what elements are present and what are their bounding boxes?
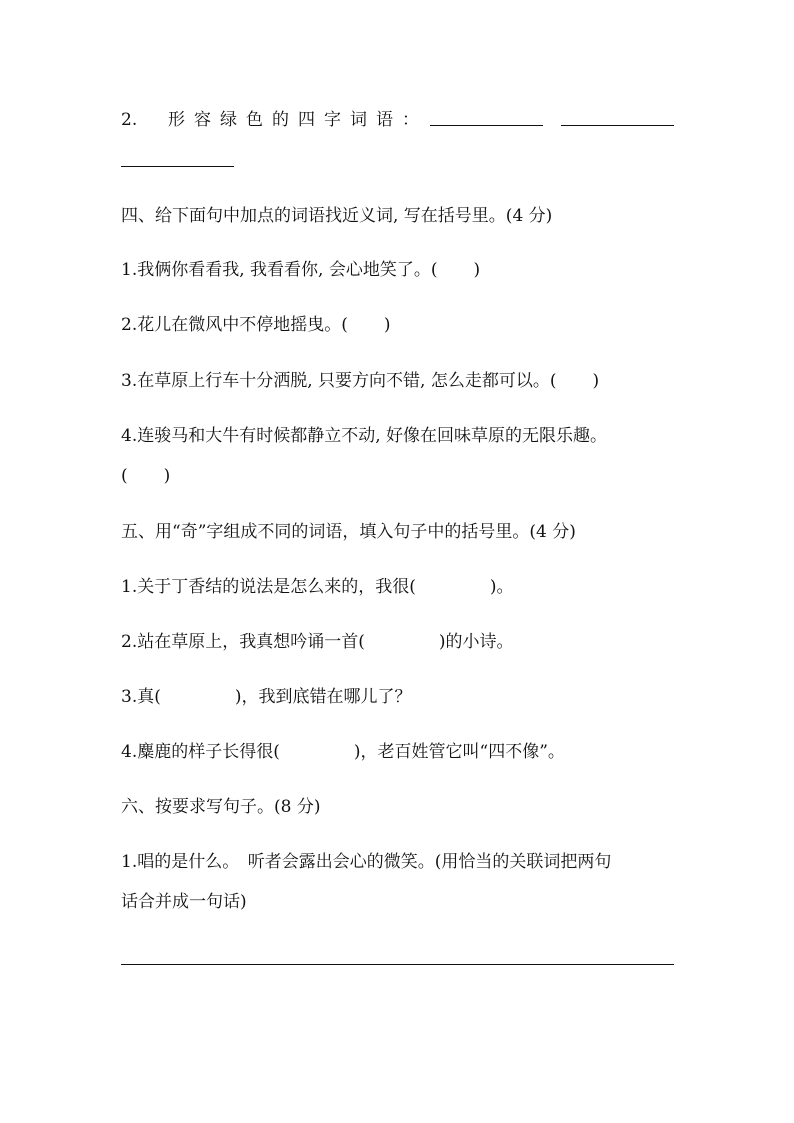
section-4-item-2 — [121, 313, 391, 337]
item-number: 3. — [121, 687, 138, 707]
section-5-item-1 — [121, 575, 514, 599]
item-text: 唱的是什么。 听者会露出会心的微笑。(用恰当的关联词把两句 — [137, 852, 612, 872]
item-text: 花儿在微风中不停地摇曳。 — [137, 315, 342, 335]
section-5-item-4 — [121, 740, 565, 764]
section-5-item-3 — [121, 685, 412, 709]
item-text-before: 麋鹿的样子长得很 — [137, 742, 274, 762]
section-6-item-1-line-1 — [121, 850, 611, 874]
paren-open: ( — [273, 742, 280, 762]
paren-close: ) — [592, 371, 600, 391]
paren-open: ( — [341, 315, 348, 335]
item-text-before: 关于丁香结的说法是怎么来的，我很 — [137, 577, 410, 597]
item-text-after: 的小诗。 — [445, 632, 514, 652]
paren-open: ( — [358, 632, 365, 652]
section-6-item-1-line-2: 话合并成一句话) — [121, 892, 247, 912]
item-text: 我俩你看看我, 我看看你, 会心地笑了。 — [137, 260, 431, 280]
paren-open: ( — [430, 260, 438, 280]
section-5-item-2 — [121, 630, 514, 654]
item-text-after: ，我到底错在哪儿了？ — [241, 687, 412, 707]
question-text: 形容绿色的四字词语： — [168, 110, 429, 130]
answer-blank-1[interactable] — [430, 125, 543, 126]
item-text-after: ，老百姓管它叫“四不像”。 — [360, 742, 565, 762]
item-number: 1. — [121, 852, 138, 872]
item-number: 1. — [121, 260, 138, 280]
answer-blank-2[interactable] — [561, 125, 674, 126]
item-text-after: 。 — [496, 577, 514, 597]
section-6-heading: 六、按要求写句子。(8 分) — [121, 797, 321, 817]
paren-close: ) — [438, 632, 446, 652]
answer-blank-3[interactable] — [121, 166, 234, 167]
section-5-heading: 五、用“奇”字组成不同的词语，填入句子中的括号里。(4 分) — [121, 522, 576, 542]
section-4-item-4 — [121, 424, 607, 448]
paren-open: ( — [154, 687, 161, 707]
paren-open: ( — [409, 577, 416, 597]
section-4-item-4-answer — [121, 464, 170, 488]
section-4-heading: 四、给下面句中加点的词语找近义词, 写在括号里。(4 分) — [121, 206, 553, 226]
item-number: 4. — [121, 742, 138, 762]
item-number: 1. — [121, 577, 138, 597]
section-4-item-1 — [121, 258, 480, 282]
answer-writing-line[interactable] — [121, 964, 674, 965]
paren-close: ) — [163, 466, 171, 486]
paren-close: ) — [489, 577, 497, 597]
item-number: 3. — [121, 371, 138, 391]
paren-close: ) — [473, 260, 481, 280]
item-text: 在草原上行车十分洒脱, 只要方向不错, 怎么走都可以。 — [137, 371, 550, 391]
paren-close: ) — [383, 315, 391, 335]
paren-open: ( — [121, 466, 128, 486]
paren-open: ( — [549, 371, 557, 391]
item-text: 连骏马和大牛有时候都静立不动, 好像在回味草原的无限乐趣。 — [137, 426, 608, 446]
question-number: 2. — [121, 110, 138, 130]
item-number: 2. — [121, 632, 138, 652]
item-text-before: 站在草原上，我真想吟诵一首 — [137, 632, 359, 652]
item-number: 4. — [121, 426, 138, 446]
section-4-item-3 — [121, 369, 599, 393]
item-text-before: 真 — [137, 687, 155, 707]
paren-close: ) — [353, 742, 361, 762]
item-number: 2. — [121, 315, 138, 335]
paren-close: ) — [234, 687, 242, 707]
question-3-2 — [121, 108, 428, 132]
